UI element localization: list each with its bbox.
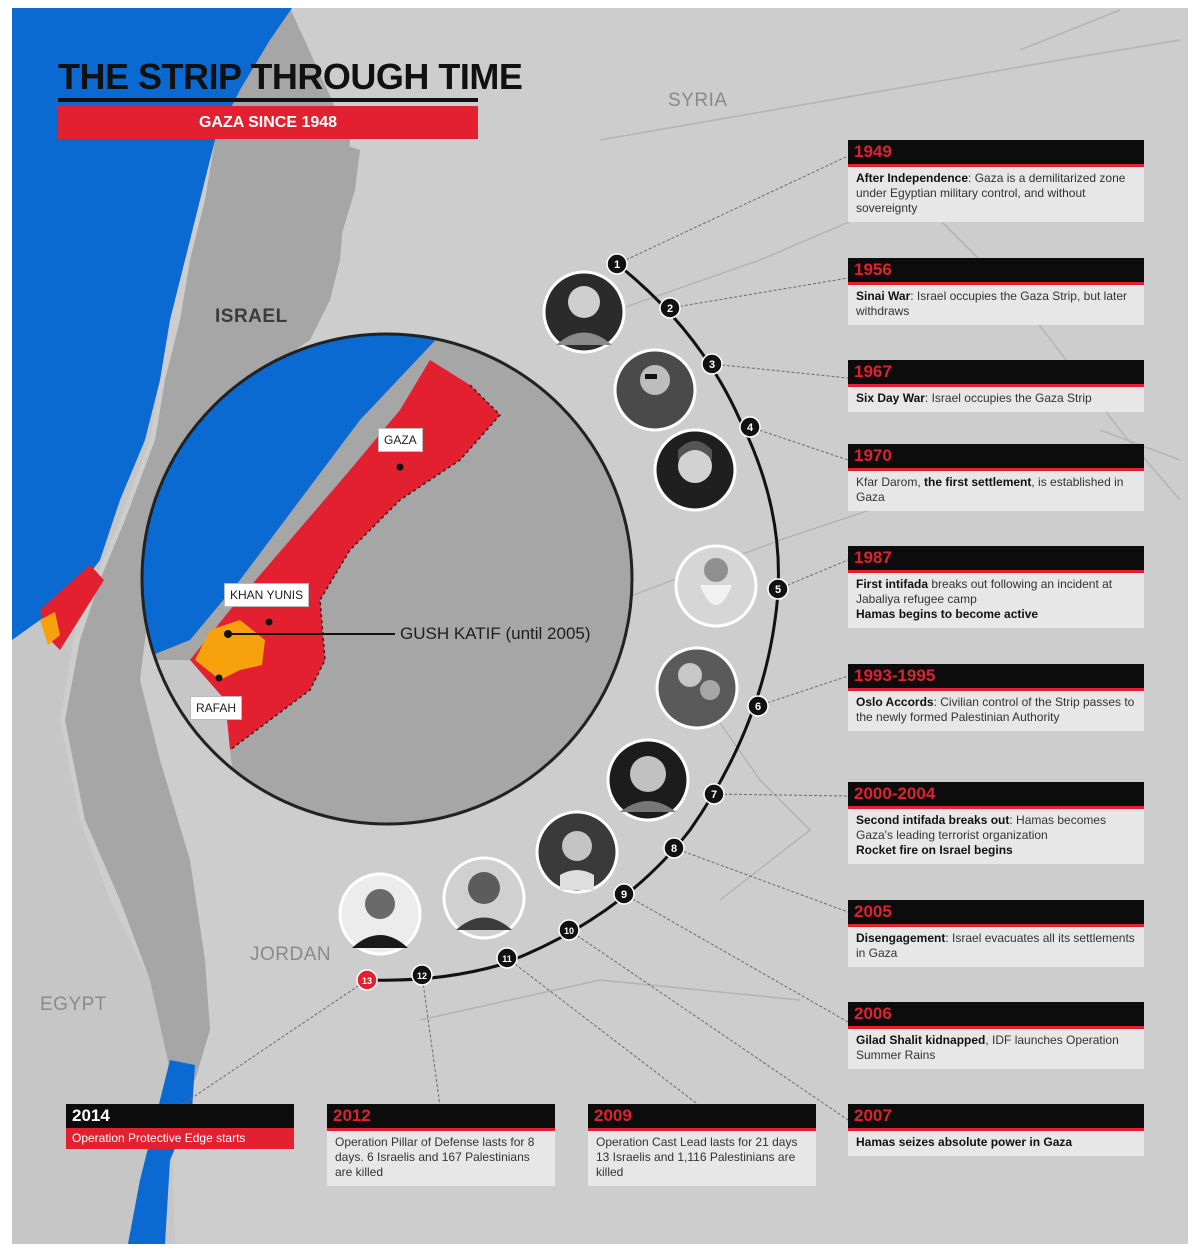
event-text: Gilad Shalit kidnapped, IDF launches Operation Summer Rains bbox=[856, 1033, 1119, 1062]
khan-yunis-dot bbox=[266, 619, 273, 626]
event-text: Kfar Darom, the first settlement, is established in Gaza bbox=[856, 475, 1124, 504]
timeline-marker-number: 11 bbox=[502, 954, 512, 964]
page-subtitle: GAZA SINCE 1948 bbox=[58, 106, 478, 139]
timeline-marker-10 bbox=[559, 920, 579, 940]
event-2007 bbox=[848, 1104, 1144, 1156]
timeline-marker-3 bbox=[702, 354, 722, 374]
event-1987 bbox=[848, 546, 1144, 628]
title-rule bbox=[58, 98, 478, 102]
event-2012 bbox=[327, 1104, 555, 1186]
label-khan-yunis: KHAN YUNIS bbox=[224, 583, 309, 607]
event-year: 2007 bbox=[848, 1104, 1144, 1131]
event-text: Oslo Accords: Civilian control of the Strip passes to the newly formed Palestinian Authority bbox=[856, 695, 1135, 724]
event-1970 bbox=[848, 444, 1144, 511]
timeline-marker-12 bbox=[412, 965, 432, 985]
timeline-marker-5 bbox=[768, 579, 788, 599]
label-rafah: RAFAH bbox=[190, 696, 242, 720]
timeline-marker-number: 1 bbox=[613, 259, 621, 271]
timeline-marker-number: 10 bbox=[563, 926, 575, 936]
timeline-marker-number: 8 bbox=[670, 843, 678, 855]
timeline-marker-number: 5 bbox=[774, 584, 782, 596]
event-year: 1993-1995 bbox=[848, 664, 1144, 691]
timeline-marker-1 bbox=[607, 254, 627, 274]
label-gaza: GAZA bbox=[378, 428, 423, 452]
event-year: 2012 bbox=[327, 1104, 555, 1131]
timeline-marker-number: 4 bbox=[746, 422, 754, 434]
timeline-marker-13 bbox=[357, 970, 377, 990]
timeline-marker-7 bbox=[704, 784, 724, 804]
label-syria: SYRIA bbox=[668, 90, 728, 111]
label-israel: ISRAEL bbox=[215, 306, 288, 327]
timeline-marker-4 bbox=[740, 417, 760, 437]
event-year: 2005 bbox=[848, 900, 1144, 927]
event-year: 1987 bbox=[848, 546, 1144, 573]
event-text: Hamas seizes absolute power in Gaza bbox=[856, 1135, 1073, 1149]
event-text: Six Day War: Israel occupies the Gaza Strip bbox=[856, 391, 1092, 405]
event-1967 bbox=[848, 360, 1144, 412]
label-egypt: EGYPT bbox=[40, 994, 107, 1015]
timeline-marker-number: 12 bbox=[416, 971, 428, 981]
event-text: Sinai War: Israel occupies the Gaza Strip, but later withdraws bbox=[856, 289, 1128, 318]
label-gush-katif: GUSH KATIF (until 2005) bbox=[400, 624, 591, 643]
event-year: 2006 bbox=[848, 1002, 1144, 1029]
timeline-marker-number: 7 bbox=[710, 789, 718, 801]
label-jordan: JORDAN bbox=[250, 944, 332, 965]
portrait-5 bbox=[657, 648, 737, 728]
event-text: Disengagement: Israel evacuates all its settlements in Gaza bbox=[856, 931, 1135, 960]
event-2005 bbox=[848, 900, 1144, 967]
event-year: 2000-2004 bbox=[848, 782, 1144, 809]
event-year: 2014 bbox=[66, 1104, 294, 1128]
event-text: First intifada breaks out following an incident at Jabaliya refugee camp Hamas begins to become active bbox=[856, 577, 1113, 621]
timeline-marker-number: 13 bbox=[361, 976, 373, 986]
event-2000-2004 bbox=[848, 782, 1144, 864]
event-year: 1970 bbox=[848, 444, 1144, 471]
event-1949 bbox=[848, 140, 1144, 222]
event-text: After Independence: Gaza is a demilitarized zone under Egyptian military control, and without sovereignty bbox=[856, 171, 1126, 215]
event-year: 2009 bbox=[588, 1104, 816, 1131]
timeline-marker-number: 6 bbox=[754, 701, 762, 713]
event-text: Second intifada breaks out: Hamas becomes Gaza's leading terrorist organization Rocket fire on Israel begins bbox=[856, 813, 1107, 857]
event-text: Operation Pillar of Defense lasts for 8 days. 6 Israelis and 167 Palestinians are killed bbox=[335, 1135, 535, 1179]
event-1993-1995 bbox=[848, 664, 1144, 731]
event-year: 1949 bbox=[848, 140, 1144, 167]
event-2014 bbox=[66, 1104, 294, 1149]
timeline-marker-number: 9 bbox=[620, 889, 628, 901]
timeline-marker-8 bbox=[664, 838, 684, 858]
rafah-dot bbox=[216, 675, 223, 682]
event-text: Operation Cast Lead lasts for 21 days 13 Israelis and 1,116 Palestinians are killed bbox=[596, 1135, 798, 1179]
timeline-marker-number: 3 bbox=[708, 359, 716, 371]
event-year: 1956 bbox=[848, 258, 1144, 285]
timeline-marker-number: 2 bbox=[666, 303, 674, 315]
timeline-marker-6 bbox=[748, 696, 768, 716]
event-1956 bbox=[848, 258, 1144, 325]
timeline-marker-11 bbox=[497, 948, 517, 968]
page-title: THE STRIP THROUGH TIME bbox=[58, 56, 523, 97]
gaza-dot bbox=[397, 464, 404, 471]
event-year: 1967 bbox=[848, 360, 1144, 387]
timeline-marker-9 bbox=[614, 884, 634, 904]
event-2009 bbox=[588, 1104, 816, 1186]
event-2006 bbox=[848, 1002, 1144, 1069]
event-text: Operation Protective Edge starts bbox=[66, 1128, 294, 1149]
timeline-marker-2 bbox=[660, 298, 680, 318]
